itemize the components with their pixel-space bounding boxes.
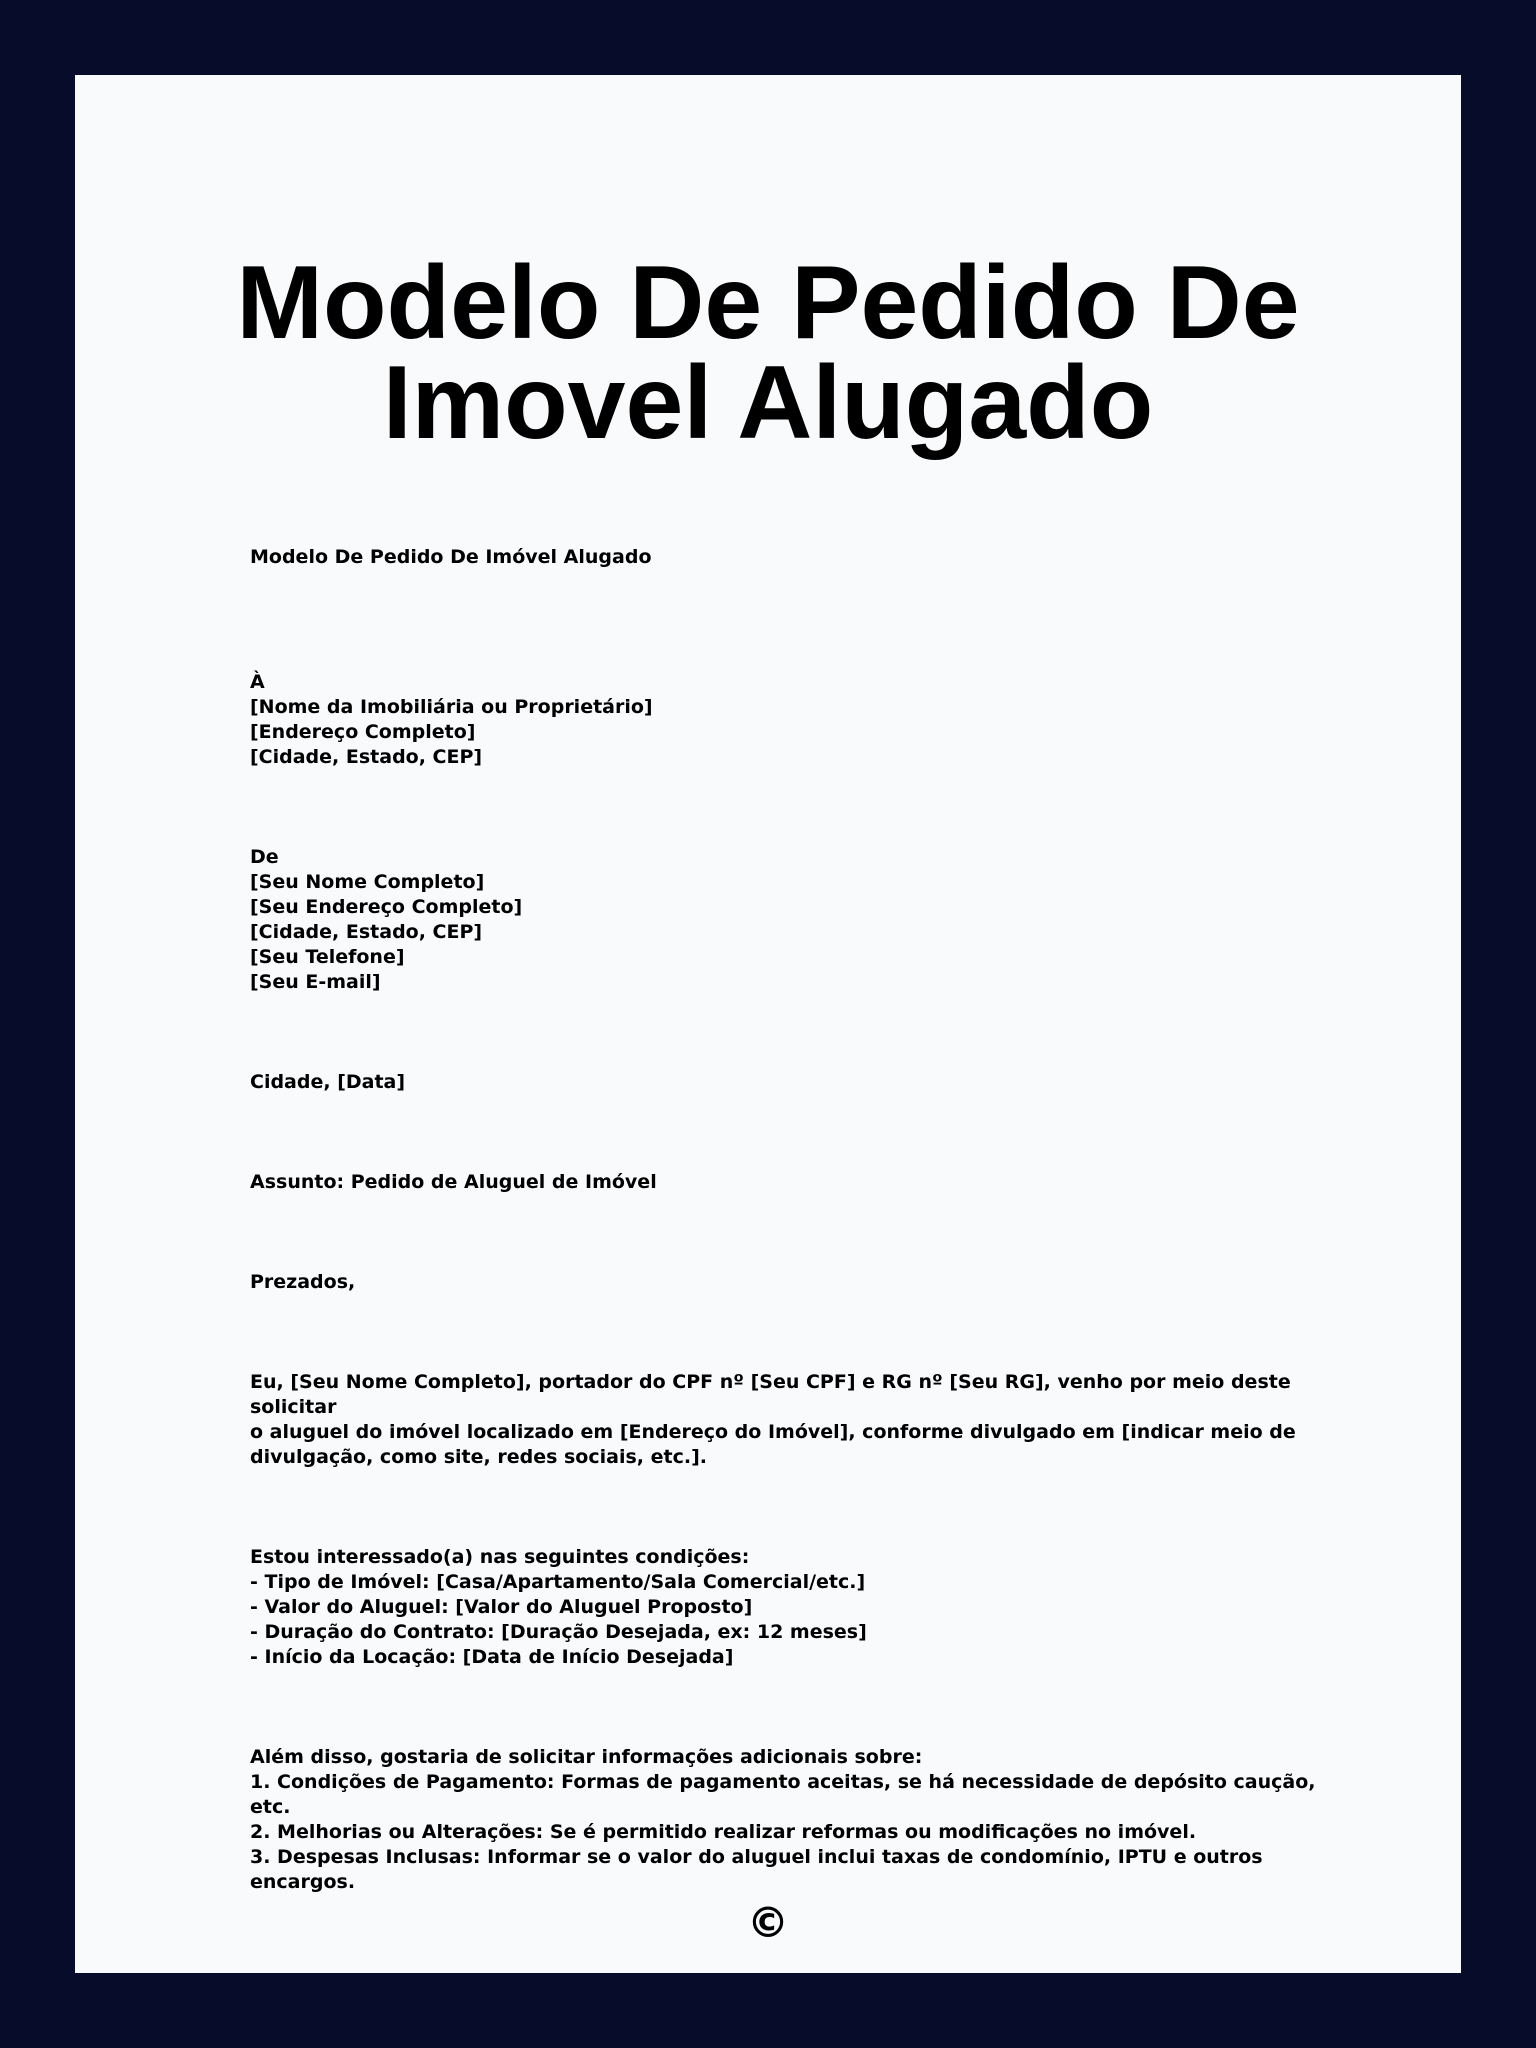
letter-body <box>250 545 1350 1895</box>
sender-prefix: De <box>250 846 279 868</box>
subject-line: Assunto: Pedido de Aluguel de Imóvel <box>250 1171 657 1193</box>
greeting: Prezados, <box>250 1271 356 1293</box>
condition-item: - Tipo de Imóvel: [Casa/Apartamento/Sala Comercial/etc.] <box>250 1571 866 1593</box>
additional-intro: Além disso, gostaria de solicitar informações adicionais sobre: <box>250 1746 923 1768</box>
additional-item: 2. Melhorias ou Alterações: Se é permitido realizar reformas ou modificações no imóvel. <box>250 1821 1197 1843</box>
sender-name: [Seu Nome Completo] <box>250 871 485 893</box>
condition-item: - Duração do Contrato: [Duração Desejada, ex: 12 meses] <box>250 1621 867 1643</box>
condition-item: - Início da Locação: [Data de Início Desejada] <box>250 1646 734 1668</box>
recipient-address: [Endereço Completo] <box>250 721 476 743</box>
letter-heading: Modelo De Pedido De Imóvel Alugado <box>250 546 652 568</box>
sender-address: [Seu Endereço Completo] <box>250 896 523 918</box>
intro-line: o aluguel do imóvel localizado em [Endereço do Imóvel], conforme divulgado em [indicar meio de <box>250 1421 1296 1443</box>
spacer <box>250 570 1350 660</box>
intro-line: Eu, [Seu Nome Completo], portador do CPF nº [Seu CPF] e RG nº [Seu RG], venho por meio deste solicitar <box>250 1371 1291 1418</box>
additional-info-block <box>250 1745 1350 1895</box>
additional-item: 1. Condições de Pagamento: Formas de pagamento aceitas, se há necessidade de depósito caução, etc. <box>250 1771 1316 1818</box>
copyright-icon: © <box>747 1898 789 1947</box>
conditions-intro: Estou interessado(a) nas seguintes condições: <box>250 1546 750 1568</box>
recipient-city: [Cidade, Estado, CEP] <box>250 746 483 768</box>
document-page <box>75 75 1461 1973</box>
date-line: Cidade, [Data] <box>250 1071 406 1093</box>
recipient-prefix: À <box>250 671 265 693</box>
sender-block <box>250 845 1350 995</box>
conditions-block <box>250 1545 1350 1670</box>
additional-item: 3. Despesas Inclusas: Informar se o valor do aluguel inclui taxas de condomínio, IPTU e outros encargos. <box>250 1846 1263 1893</box>
intro-line: divulgação, como site, redes sociais, etc.]. <box>250 1446 707 1468</box>
sender-city: [Cidade, Estado, CEP] <box>250 921 483 943</box>
document-title: Modelo De Pedido De Imovel Alugado <box>236 245 1300 461</box>
sender-phone: [Seu Telefone] <box>250 946 405 968</box>
condition-item: - Valor do Aluguel: [Valor do Aluguel Proposto] <box>250 1596 753 1618</box>
intro-paragraph <box>250 1370 1350 1470</box>
recipient-name: [Nome da Imobiliária ou Proprietário] <box>250 696 653 718</box>
recipient-block <box>250 670 1350 770</box>
sender-email: [Seu E-mail] <box>250 971 381 993</box>
